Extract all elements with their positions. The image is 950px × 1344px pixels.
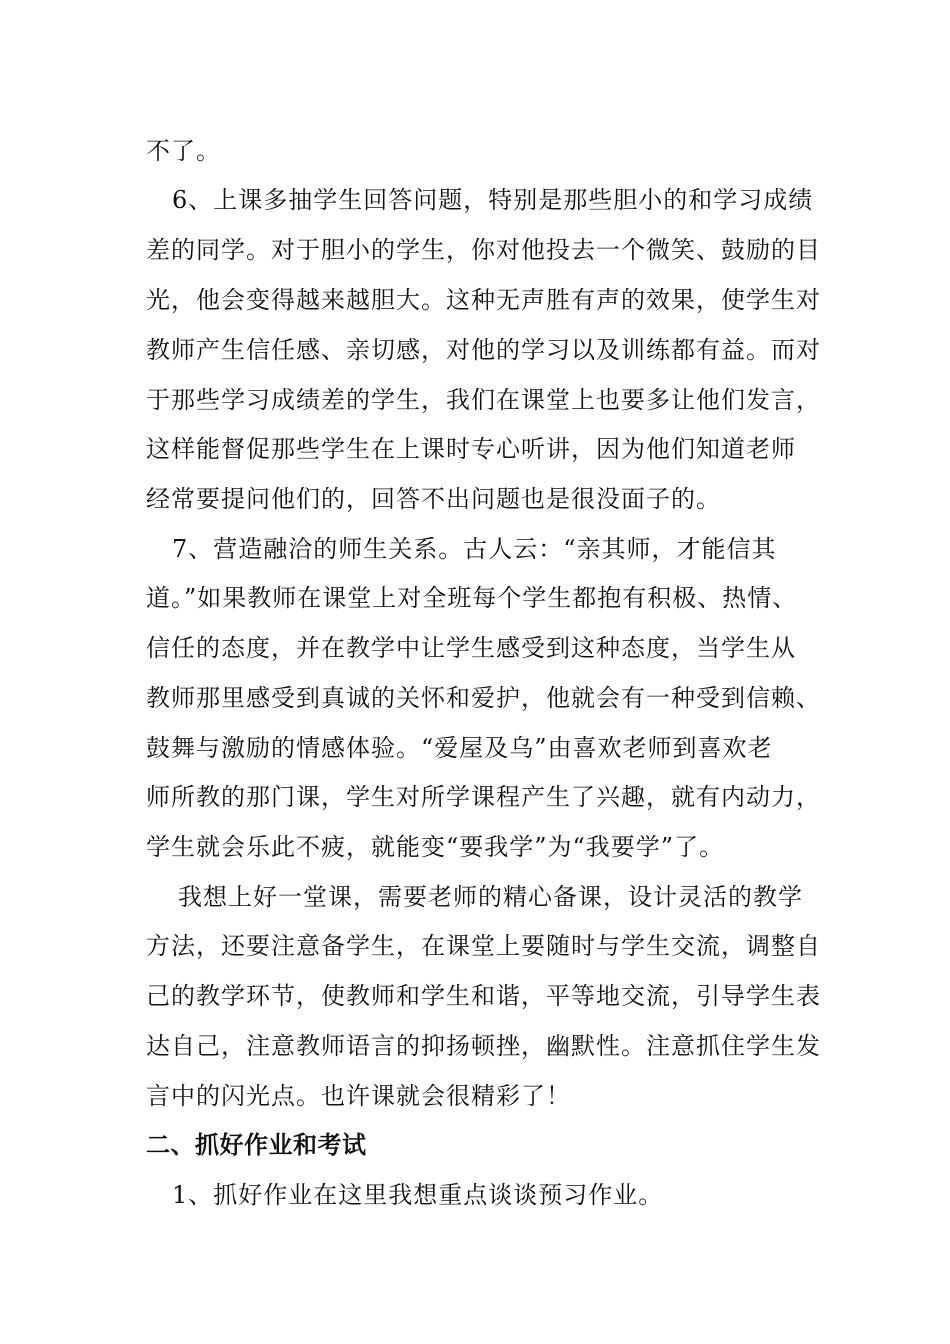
text-line: 这样能督促那些学生在上课时专心听讲，因为他们知道老师: [146, 435, 796, 463]
text-line: 不了。: [146, 137, 221, 165]
text-line: 1、抓好作业在这里我想重点谈谈预习作业。: [172, 1181, 664, 1209]
text-line: 信任的态度，并在教学中让学生感受到这种态度，当学生从: [146, 634, 796, 662]
text-line: 经常要提问他们的，回答不出问题也是很没面子的。: [146, 485, 721, 513]
text-line: 鼓舞与激励的情感体验。“爱屋及乌”由喜欢老师到喜欢老: [146, 734, 773, 762]
text-line: 7、营造融洽的师生关系。古人云：“亲其师，才能信其: [172, 535, 777, 563]
text-line: 6、上课多抽学生回答问题，特别是那些胆小的和学习成绩: [172, 186, 814, 214]
text-line: 我想上好一堂课，需要老师的精心备课，设计灵活的教学: [178, 883, 803, 911]
section-heading: 二、抓好作业和考试: [146, 1131, 367, 1159]
text-line: 差的同学。对于胆小的学生，你对他投去一个微笑、鼓励的目: [146, 236, 821, 264]
text-line: 师所教的那门课，学生对所学课程产生了兴趣，就有内动力，: [146, 783, 821, 811]
text-line: 于那些学习成绩差的学生，我们在课堂上也要多让他们发言，: [146, 386, 821, 414]
text-line: 教师产生信任感、亲切感，对他的学习以及训练都有益。而对: [146, 336, 821, 364]
text-line: 道。”如果教师在课堂上对全班每个学生都抱有积极、热情、: [146, 584, 798, 612]
text-line: 达自己，注意教师语言的抑扬顿挫，幽默性。注意抓住学生发: [146, 1032, 821, 1060]
text-line: 方法，还要注意备学生，在课堂上要随时与学生交流，调整自: [146, 932, 821, 960]
text-line: 光，他会变得越来越胆大。这种无声胜有声的效果，使学生对: [146, 286, 821, 314]
text-line: 学生就会乐此不疲，就能变“要我学”为“我要学”了。: [146, 833, 725, 861]
text-line: 教师那里感受到真诚的关怀和爱护，他就会有一种受到信赖、: [146, 684, 821, 712]
text-line: 言中的闪光点。也许课就会很精彩了！: [146, 1082, 571, 1110]
text-line: 己的教学环节，使教师和学生和谐，平等地交流，引导学生表: [146, 982, 821, 1010]
